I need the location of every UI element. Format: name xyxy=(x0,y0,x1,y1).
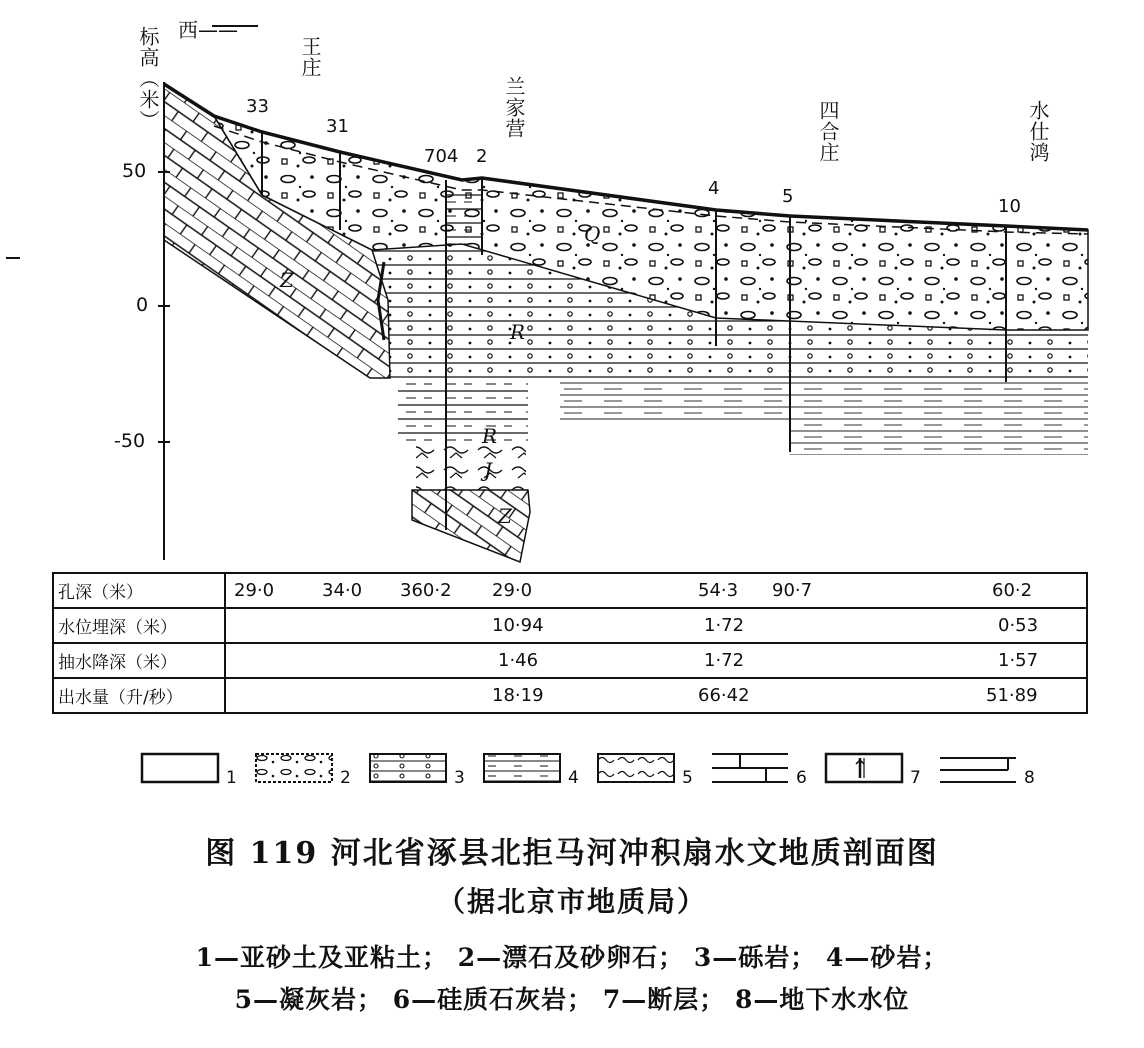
legend-number: 1 xyxy=(226,768,237,788)
legend xyxy=(140,752,1040,792)
place-siheizhuang: 四合庄 xyxy=(816,100,840,163)
place-shuishihong: 水仕鸿 xyxy=(1026,100,1050,163)
layer-label-j: J xyxy=(484,458,493,482)
direction-label: 西—— xyxy=(178,18,238,42)
legend-number: 6 xyxy=(796,768,807,788)
layer-label-q: Q xyxy=(584,222,601,246)
table-cell: 1·72 xyxy=(704,650,745,671)
table-row xyxy=(53,678,1087,713)
legend-swatch-6 xyxy=(710,752,790,784)
table-cell: 1·57 xyxy=(998,650,1039,671)
well-number: 2 xyxy=(476,146,488,167)
legend-swatch-8 xyxy=(938,752,1018,784)
y-tick-label-minus50: -50 xyxy=(114,430,146,452)
y-tick-label-50: 50 xyxy=(122,160,147,182)
legend-swatch-4 xyxy=(482,752,562,784)
legend-number: 7 xyxy=(910,768,921,788)
layer-label-z: Z xyxy=(498,504,512,528)
table-cell: 29·0 xyxy=(492,580,533,601)
table-cell: 360·2 xyxy=(400,580,452,601)
table-cell: 1·46 xyxy=(498,650,539,671)
well-number: 33 xyxy=(246,96,269,117)
legend-notes-line-2: 5—凝灰岩； 6—硅质石灰岩； 7—断层； 8—地下水水位 xyxy=(234,985,910,1014)
legend-number: 4 xyxy=(568,768,579,788)
legend-swatch-1 xyxy=(140,752,220,784)
well-data-table xyxy=(52,572,1088,714)
legend-number: 8 xyxy=(1024,768,1035,788)
layer-j-tuff xyxy=(416,446,526,490)
table-cell: 1·72 xyxy=(704,615,745,636)
y-tick-label-0: 0 xyxy=(136,294,149,316)
table-cell: 0·53 xyxy=(998,615,1039,636)
layer-sub-sand xyxy=(446,190,482,246)
layer-z-lower xyxy=(412,490,530,562)
table-cell: 10·94 xyxy=(492,615,544,636)
table-cell: 54·3 xyxy=(698,580,739,601)
table-cell: 90·7 xyxy=(772,580,813,601)
layer-label-r: R xyxy=(510,320,526,344)
layer-label-r: R xyxy=(482,424,498,448)
table-row xyxy=(53,573,1087,608)
table-cell: 51·89 xyxy=(986,685,1038,706)
legend-swatch-2 xyxy=(254,752,334,784)
table-cell: 34·0 xyxy=(322,580,363,601)
legend-swatch-5 xyxy=(596,752,676,784)
layer-label-z: Z xyxy=(280,268,294,292)
figure-source: （据北京市地质局） xyxy=(436,885,707,918)
legend-number: 3 xyxy=(454,768,465,788)
well-number: 10 xyxy=(998,196,1021,217)
table-cell: 66·42 xyxy=(698,685,750,706)
legend-notes-line-1: 1—亚砂土及亚粘土； 2—漂石及砂卵石； 3—砾岩； 4—砂岩； xyxy=(195,943,949,972)
layer-sandstone-right xyxy=(560,380,1088,455)
well-number: 31 xyxy=(326,116,349,137)
y-axis-label: 标高（米） xyxy=(136,26,160,131)
place-wangzhuang: 王庄 xyxy=(298,36,322,78)
table-cell: 18·19 xyxy=(492,685,544,706)
legend-swatch-3 xyxy=(368,752,448,784)
legend-number: 2 xyxy=(340,768,351,788)
figure-title: 图 119 河北省涿县北拒马河冲积扇水文地质剖面图 xyxy=(205,836,939,871)
table-row xyxy=(53,643,1087,678)
row-header: 出水量（升/秒） xyxy=(53,678,225,713)
well-number: 5 xyxy=(782,186,794,207)
row-header: 水位埋深（米） xyxy=(53,608,225,643)
legend-number: 5 xyxy=(682,768,693,788)
table-row xyxy=(53,608,1087,643)
legend-swatch-7 xyxy=(824,752,904,784)
place-lanjiaying: 兰家营 xyxy=(502,76,526,139)
row-header: 抽水降深（米） xyxy=(53,643,225,678)
well-number: 704 xyxy=(424,146,459,167)
table-cell: 29·0 xyxy=(234,580,275,601)
table-cell: 60·2 xyxy=(992,580,1033,601)
well-number: 4 xyxy=(708,178,720,199)
row-header: 孔深（米） xyxy=(53,573,225,608)
layer-r-lower xyxy=(398,380,528,446)
